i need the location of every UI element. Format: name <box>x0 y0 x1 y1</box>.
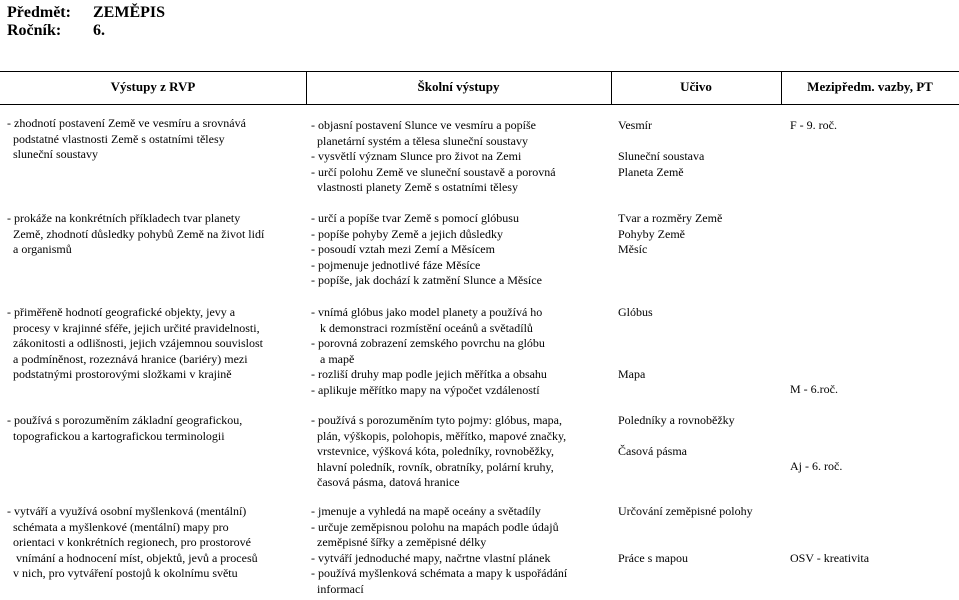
table-row <box>7 504 307 582</box>
school-outcomes-cell <box>311 118 611 196</box>
curriculum-item: Tvar a rozměry Země <box>618 211 723 225</box>
curriculum-item: Určování zeměpisné polohy <box>618 504 753 518</box>
rvp-line: procesy v krajinné sféře, jejich určité pravidelnosti, <box>7 320 260 335</box>
curriculum-item: Mapa <box>618 367 646 381</box>
table-row <box>7 305 307 383</box>
grade-label: Ročník: <box>7 22 62 39</box>
school-line: k demonstraci rozmístění oceánů a světadílů <box>311 320 533 335</box>
curriculum-item: Glóbus <box>618 305 653 319</box>
curriculum-item: Planeta Země <box>618 165 684 179</box>
school-outcomes-cell <box>311 413 611 491</box>
column-header-rvp: Výstupy z RVP <box>110 79 196 94</box>
curriculum-cell <box>618 211 778 258</box>
school-line: - používá myšlenková schémata a mapy k uspořádání <box>311 566 568 580</box>
rvp-line: Země, zhodnotí důsledky pohybů Země na život lidí <box>7 226 265 241</box>
school-line: plán, výškopis, polohopis, měřítko, mapové značky, <box>311 428 567 443</box>
rvp-line: podstatné vlastnosti Země s ostatními tělesy <box>7 131 225 146</box>
column-header-curriculum: Učivo <box>680 79 712 94</box>
school-line: - vytváří jednoduché mapy, načrtne vlastní plánek <box>311 550 551 565</box>
school-line: - určí a popíše tvar Země s pomocí glóbusu <box>311 211 519 225</box>
school-line: - aplikuje měřítko mapy na výpočet vzdáleností <box>311 382 540 397</box>
rvp-line: - zhodnotí postavení Země ve vesmíru a srovnává <box>7 116 246 130</box>
school-outcomes-cell <box>311 211 611 289</box>
curriculum-item: Měsíc <box>618 242 648 256</box>
school-line: - pojmenuje jednotlivé fáze Měsíce <box>311 257 481 272</box>
rvp-line: a organismů <box>7 242 72 256</box>
table-row <box>7 211 307 258</box>
school-line: - určuje zeměpisnou polohu na mapách podle údajů <box>311 519 559 534</box>
rvp-line: orientaci v konkrétních regionech, pro prostorové <box>7 535 251 549</box>
subject-label: Předmět: <box>7 4 71 21</box>
table-row <box>7 116 307 163</box>
curriculum-item: Práce s mapou <box>618 551 688 565</box>
school-line: - popíše pohyby Země a jejich důsledky <box>311 226 503 241</box>
school-line: planetární systém a tělesa sluneční soustavy <box>311 133 528 148</box>
curriculum-item: Sluneční soustava <box>618 149 705 163</box>
column-header-links: Mezipředm. vazby, PT <box>807 79 933 94</box>
school-outcomes-cell <box>311 305 611 398</box>
rvp-line: - prokáže na konkrétních příkladech tvar planety <box>7 211 241 225</box>
curriculum-item: Pohyby Země <box>618 226 685 241</box>
rvp-line: - přiměřeně hodnotí geografické objekty, jevy a <box>7 305 236 319</box>
school-line: - rozliší druhy map podle jejich měřítka a obsahu <box>311 367 547 381</box>
school-line: - porovná zobrazení zemského povrchu na glóbu <box>311 336 545 350</box>
school-line: - objasní postavení Slunce ve vesmíru a popíše <box>311 118 536 132</box>
curriculum-item: Poledníky a rovnoběžky <box>618 413 735 427</box>
school-line: a mapě <box>311 351 355 366</box>
table-header-bottom-border <box>0 104 959 105</box>
rvp-line: topografickou a kartografickou terminologii <box>7 428 225 443</box>
cross-curricular-link: OSV - kreativita <box>790 551 870 565</box>
school-line: vlastnosti planety Země s ostatními tělesy <box>311 180 518 194</box>
cross-curricular-link: Aj - 6. roč. <box>790 459 843 473</box>
school-line: - používá s porozuměním tyto pojmy: glóbus, mapa, <box>311 413 562 427</box>
rvp-line: podstatnými prostorovými složkami v krajině <box>7 367 232 381</box>
school-line: - určí polohu Země ve sluneční soustavě a porovná <box>311 164 556 179</box>
school-line: - posoudí vztah mezi Zemí a Měsícem <box>311 242 495 256</box>
cross-curricular-link: F - 9. roč. <box>790 118 837 132</box>
table-row <box>7 413 307 444</box>
rvp-line: a podmíněnost, rozeznává hranice (bariéry) mezi <box>7 351 248 366</box>
rvp-line: - používá s porozuměním základní geografickou, <box>7 413 243 427</box>
curriculum-item: Časová pásma <box>618 444 687 458</box>
subject-value: ZEMĚPIS <box>93 4 166 21</box>
school-line: - popíše, jak dochází k zatmění Slunce a Měsíce <box>311 273 542 287</box>
school-line: zeměpisné šířky a zeměpisné délky <box>311 535 487 549</box>
school-line: - jmenuje a vyhledá na mapě oceány a světadíly <box>311 504 541 518</box>
rvp-line: - vytváří a využívá osobní myšlenková (mentální) <box>7 504 247 518</box>
curriculum-item: Vesmír <box>618 118 652 132</box>
cross-curricular-link: M - 6.roč. <box>790 382 838 396</box>
rvp-line: v nich, pro vytváření postojů k okolnímu světu <box>7 566 238 580</box>
grade-value: 6. <box>93 22 105 39</box>
school-line: vrstevnice, výšková kóta, poledníky, rovnoběžky, <box>311 444 555 458</box>
table-header-top-border <box>0 71 959 72</box>
school-line: - vnímá glóbus jako model planety a používá ho <box>311 305 543 319</box>
rvp-line: schémata a myšlenkové (mentální) mapy pro <box>7 519 229 534</box>
school-line: časová pásma, datová hranice <box>311 475 460 489</box>
school-outcomes-cell <box>311 504 611 597</box>
rvp-line: zákonitosti a odlišnosti, jejich vzájemnou souvislost <box>7 336 263 350</box>
rvp-line: sluneční soustavy <box>7 147 98 161</box>
column-header-school: Školní výstupy <box>417 79 500 94</box>
school-line: informací <box>311 581 364 596</box>
rvp-line: vnímání a hodnocení míst, objektů, jevů a procesů <box>7 550 258 565</box>
school-line: hlavní poledník, rovník, obratníky, polární kruhy, <box>311 459 554 474</box>
school-line: - vysvětlí význam Slunce pro život na Zemi <box>311 149 522 163</box>
